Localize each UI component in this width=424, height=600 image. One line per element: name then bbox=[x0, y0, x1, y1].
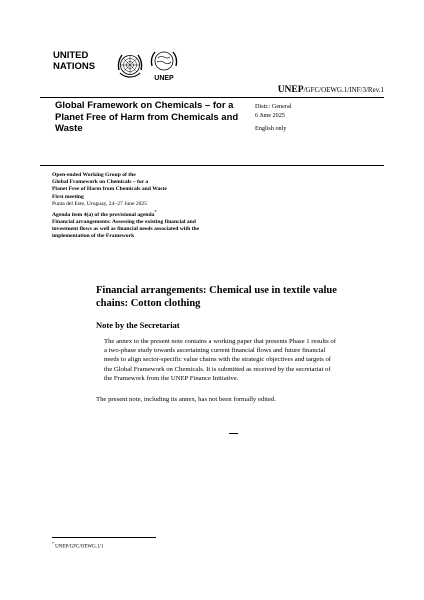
document-title: Financial arrangements: Chemical use in textile value chains: Cotton clothing bbox=[96, 285, 337, 309]
meeting-info bbox=[52, 172, 292, 241]
un-emblem-icon bbox=[114, 50, 146, 82]
footnote bbox=[52, 542, 103, 550]
unep-emblem-icon bbox=[148, 49, 180, 75]
agenda-item-text: Agenda item 4(a) of the provisional agenda bbox=[52, 211, 155, 218]
header-rule bbox=[40, 97, 384, 98]
note-heading: Note by the Secretariat bbox=[96, 320, 180, 330]
organization-name bbox=[53, 50, 113, 72]
meeting-session: First meeting bbox=[52, 193, 84, 200]
document-symbol bbox=[278, 85, 384, 95]
annex-line: the Global Framework on Chemicals. It is submitted as received by the secretariat of bbox=[104, 365, 331, 373]
annex-line: needs to align sector-specific value chains with the strategic objectives and targets of bbox=[104, 356, 332, 364]
agenda-footnote-mark[interactable]: * bbox=[154, 209, 157, 215]
annex-paragraph bbox=[104, 337, 388, 383]
agenda-title-line2: investment flows as well as financial needs associated with the bbox=[52, 226, 200, 233]
footnote-rule bbox=[52, 537, 156, 538]
language-note: English only bbox=[255, 125, 287, 132]
document-date: 6 June 2025 bbox=[255, 112, 285, 119]
agenda-item bbox=[52, 208, 292, 219]
organization-name-line2: NATIONS bbox=[53, 61, 96, 72]
meeting-body-line2: Global Framework on Chemicals – for a bbox=[52, 179, 149, 186]
unep-logo-text: UNEP bbox=[154, 75, 174, 82]
agenda-title-line1: Financial arrangements: Assessing the existing financial and bbox=[52, 219, 196, 226]
annex-line: a two-phase study towards ascertaining current financial flows and future financial bbox=[104, 347, 326, 355]
organization-name-line1: UNITED bbox=[53, 50, 89, 61]
document-symbol-prefix: UNEP bbox=[277, 85, 304, 95]
agenda-title-line3: implementation of the Framework bbox=[52, 233, 135, 240]
footnote-mark: * bbox=[52, 542, 54, 546]
distribution-status: Distr.: General bbox=[255, 103, 292, 110]
editing-note: The present note, including its annex, has not been formally edited. bbox=[96, 396, 276, 403]
title-block-rule bbox=[40, 165, 384, 166]
document-symbol-suffix: /GFC/OEWG.1/INF/3/Rev.1 bbox=[303, 86, 384, 94]
footnote-text: UNEP/GFC/OEWG.1/1 bbox=[55, 544, 104, 550]
meeting-body-line1: Open-ended Working Group of the bbox=[52, 172, 136, 178]
meeting-venue: Punta del Este, Uruguay, 24–27 June 2025 bbox=[52, 200, 148, 207]
meeting-body-line3: Planet Free of Harm from Chemicals and Waste bbox=[52, 186, 167, 193]
distribution-block bbox=[255, 102, 291, 133]
annex-line: The annex to the present note contains a working paper that presents Phase 1 results of bbox=[104, 338, 336, 345]
end-of-note-dash bbox=[229, 433, 238, 434]
framework-title: Global Framework on Chemicals – for a Planet Free of Harm from Chemicals and Waste bbox=[55, 100, 239, 134]
annex-line: the Framework from the UNEP Finance Initiative. bbox=[104, 374, 239, 382]
unep-logo bbox=[148, 49, 180, 83]
